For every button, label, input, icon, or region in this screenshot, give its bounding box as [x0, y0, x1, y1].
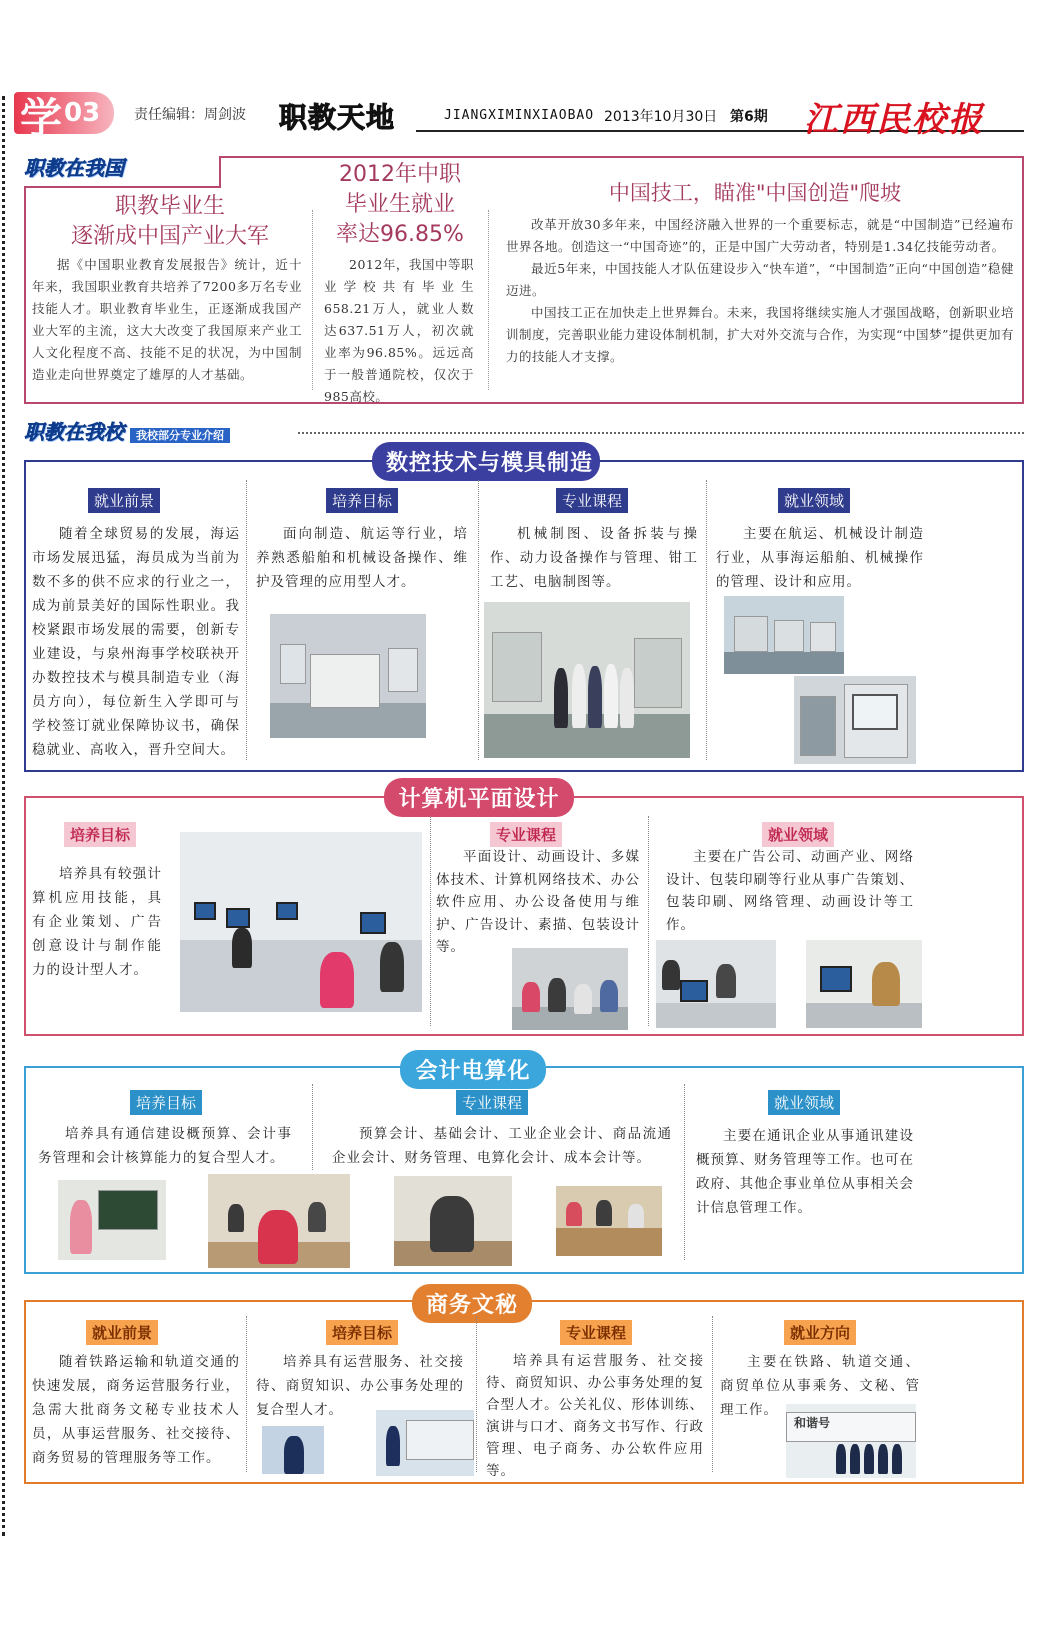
s1-col3-body: 机械制图、设备拆装与操作、动力设备操作与管理、钳工工艺、电脑制图等。 — [490, 526, 698, 590]
article3-p1: 改革开放30多年来，中国经济融入世界的一个重要标志，就是“中国制造”已经遍布世界各地。创造这一“中国奇迹”的，正是中国广大劳动者，特别是1.34亿技能劳动者。 — [506, 217, 1014, 254]
s4-col4-head: 就业方向 — [784, 1320, 856, 1345]
s4-col4-body: 主要在铁路、轨道交通、商贸单位从事乘务、文秘、管理工作。 — [720, 1354, 920, 1418]
photo-attendant — [262, 1426, 324, 1474]
article3-p3: 中国技工正在加快走上世界舞台。未来，我国将继续实施人才强国战略，创新职业培训制度，完善职业能力建设体制机制，扩大对外交流与合作，为实现“中国梦”提供更加有力的技能人才支撑。 — [506, 305, 1014, 364]
article3-title: 中国技工，瞄准"中国创造"爬坡 — [608, 181, 902, 205]
photo-student-desk — [806, 940, 922, 1028]
s1-col1-body: 随着全球贸易的发展，海运市场发展迅猛，海员成为当前为数不多的供不应求的行业之一，成为前景美好的国际性职业。我校紧跟市场发展的需要，创新专业建设，与泉州海事学校联袂开办数控技术与模具制造专业（海员方向），每位新生入学即可与学校签订就业保障协议书，确保稳就业、高收入，晋升空间大。 — [32, 526, 240, 758]
s4-col2-body: 培养具有运营服务、社交接待、商贸知识、办公事务处理的复合型人才。 — [256, 1354, 464, 1418]
news-frame-step-h — [24, 186, 221, 188]
photo-lathe-workshop — [270, 614, 426, 738]
s1-col4-head: 就业领域 — [778, 488, 850, 513]
photo-classroom-desks — [556, 1186, 662, 1256]
s1-sep-1 — [246, 480, 247, 760]
article2-title3: 率达96.85% — [336, 222, 464, 247]
page-number: 03 — [64, 98, 101, 128]
s4-sep-2 — [476, 1316, 477, 1472]
s1-col2-head: 培养目标 — [326, 488, 398, 513]
photo-abacus-student — [394, 1176, 512, 1266]
page-number-badge — [14, 92, 114, 143]
section-business-secretary-title: 商务文秘 — [412, 1284, 532, 1323]
s2-col3-head: 就业领域 — [762, 822, 834, 847]
s1-col2-body: 面向制造、航运等行业，培养熟悉船舶和机械设备操作、维护及管理的应用型人才。 — [256, 526, 468, 590]
news-col-sep-2 — [488, 210, 489, 390]
article1-title1: 职教毕业生 — [114, 194, 225, 219]
school-tag-text: 职教在我校 — [24, 420, 124, 444]
photo-train-platform — [376, 1410, 474, 1476]
page-char: 学 — [20, 94, 63, 143]
photo-abacus-teacher — [58, 1180, 166, 1260]
photo-train-crew — [786, 1404, 916, 1478]
s4-col1-head: 就业前景 — [86, 1320, 158, 1345]
page-header — [14, 92, 1024, 142]
s3-col2-head: 专业课程 — [456, 1090, 528, 1115]
s2-col1-body: 培养具有较强计算机应用技能，具有企业策划、广告创意设计与制作能力的设计型人才。 — [32, 866, 162, 978]
article2-title2: 毕业生就业 — [344, 192, 455, 217]
s3-sep-2 — [684, 1084, 685, 1260]
s3-sep-1 — [312, 1084, 313, 1170]
s3-col1-body: 培养具有通信建设概预算、会计事务管理和会计核算能力的复合型人才。 — [38, 1126, 292, 1166]
issue-number: 第6期 — [730, 109, 768, 125]
s2-col3-body: 主要在广告公司、动画产业、网络设计、包装印刷等行业从事广告策划、包装印刷、网络管理、动画设计等工作。 — [666, 849, 914, 933]
article3-body — [506, 214, 1014, 368]
news-frame-step — [219, 156, 221, 188]
issue-date: 2013年10月30日 — [604, 109, 718, 125]
s2-sep-1 — [430, 816, 431, 1026]
article2-title1: 2012年中职 — [339, 162, 461, 187]
train-name: 和谐号 — [794, 1416, 831, 1430]
s3-col1-head: 培养目标 — [130, 1090, 202, 1115]
s2-col1-head: 培养目标 — [64, 822, 136, 847]
editor-credit: 责任编辑：周剑波 — [134, 107, 246, 123]
s1-sep-3 — [706, 480, 707, 760]
s4-col2-head: 培养目标 — [326, 1320, 398, 1345]
s4-sep-1 — [246, 1316, 247, 1472]
school-tag — [24, 416, 230, 445]
photo-cnc-row — [724, 596, 844, 674]
photo-students-pc — [656, 940, 776, 1028]
s2-sep-2 — [648, 816, 649, 1026]
article1-title2: 逐渐成中国产业大军 — [70, 224, 269, 249]
section-cnc-title: 数控技术与模具制造 — [372, 442, 600, 481]
paper-pinyin: JIANGXIMINXIAOBAO — [444, 108, 595, 123]
article2-body: 2012年，我国中等职业学校共有毕业生658.21万人，就业人数达637.51万人，初次就业率为96.85%。远远高于一般普通院校，仅次于985高校。 — [324, 257, 474, 404]
s4-col3-body: 培养具有运营服务、社交接待、商贸知识、办公事务处理的复合型人才。公关礼仪、形体训练、演讲与口才、商务文书写作、行政管理、电子商务、办公软件应用等。 — [486, 1353, 704, 1479]
s2-col2-body: 平面设计、动画设计、多媒体技术、计算机网络技术、办公软件应用、办公设备使用与维护、广告设计、素描、包装设计等。 — [436, 849, 640, 955]
s3-col3-head: 就业领域 — [768, 1090, 840, 1115]
section-graphic-design-title: 计算机平面设计 — [384, 778, 574, 817]
s3-col2-body: 预算会计、基础会计、工业企业会计、商品流通企业会计、财务管理、电算化会计、成本会计等。 — [332, 1126, 672, 1166]
news-tag: 职教在我国 — [24, 156, 124, 180]
paper-name: 江西民校报 — [804, 100, 984, 140]
s1-col3-head: 专业课程 — [556, 488, 628, 513]
school-tag-sub: 我校部分专业介绍 — [130, 428, 230, 443]
s1-col1-head: 就业前景 — [88, 488, 160, 513]
page-edge-dots — [2, 96, 8, 1536]
photo-design-class — [512, 948, 628, 1030]
photo-students-machine — [484, 602, 690, 758]
s1-col4-body: 主要在航运、机械设计制造行业，从事海运船舶、机械操作的管理、设计和应用。 — [716, 526, 924, 590]
article3-p2: 最近5年来，中国技能人才队伍建设步入“快车道”，“中国制造”正向“中国创造”稳健迈进。 — [506, 261, 1014, 298]
s2-col2-head: 专业课程 — [490, 822, 562, 847]
photo-cnc-machine — [794, 676, 916, 764]
news-col-sep-1 — [312, 210, 313, 390]
s4-col3-head: 专业课程 — [560, 1320, 632, 1345]
photo-computer-lab — [180, 832, 422, 1012]
s4-col1-body: 随着铁路运输和轨道交通的快速发展，商务运营服务行业，急需大批商务文秘专业技术人员，从事运营服务、社交接待、商务贸易的管理服务等工作。 — [32, 1354, 240, 1466]
photo-accounting-class — [208, 1174, 350, 1268]
article1-body: 据《中国职业教育发展报告》统计，近十年来，我国职业教育共培养了7200多万名专业技能人才。职业教育毕业生，正逐渐成我国产业大军的主流，这大大改变了我国原来产业工人文化程度不高、技能不足的状况，为中国制造业走向世界奠定了雄厚的人才基础。 — [32, 257, 302, 382]
s3-col3-body: 主要在通讯企业从事通讯建设概预算、财务管理等工作。也可在政府、其他企事业单位从事相关会计信息管理工作。 — [696, 1128, 914, 1216]
section-accounting-title: 会计电算化 — [400, 1050, 546, 1089]
s4-sep-3 — [712, 1316, 713, 1472]
s1-sep-2 — [478, 480, 479, 760]
section-name: 职教天地 — [279, 101, 396, 134]
school-tag-rule — [298, 432, 1024, 434]
